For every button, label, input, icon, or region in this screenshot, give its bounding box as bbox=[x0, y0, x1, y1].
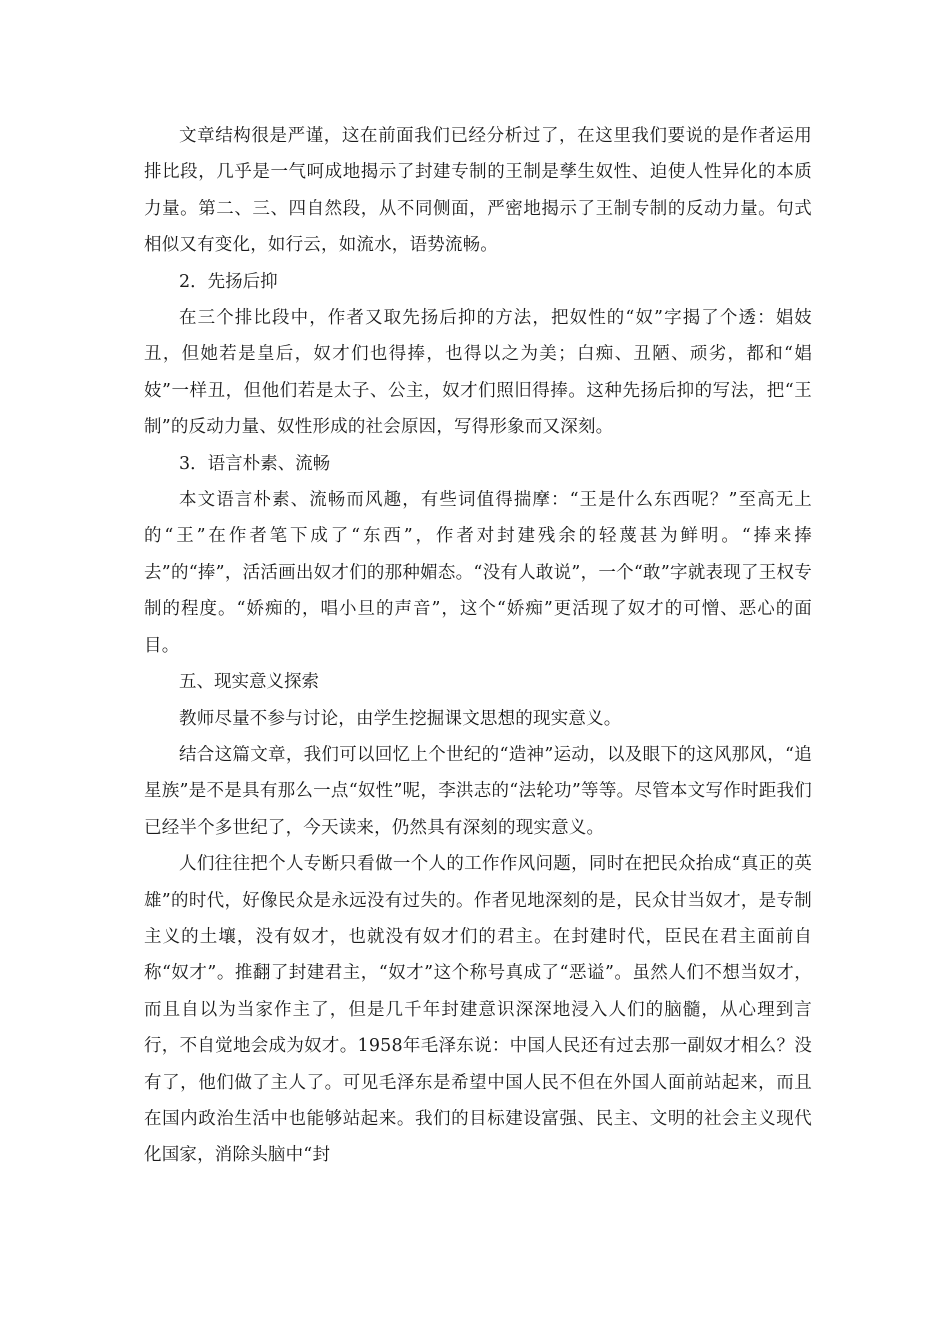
paragraph-praise-then-suppress: 在三个排比段中，作者又取先扬后抑的方法，把奴性的“奴”字揭了个透：娼妓丑，但她若是皇后，奴才们也得捧，也得以之为美；白痴、丑陋、顽劣，都和“娼妓”一样丑，但他们若是太子、公主，奴才们照旧得捧。这种先扬后抑的写法，把“王制”的反动力量、奴性形成的社会原因，写得形象而又深刻。 bbox=[144, 308, 812, 438]
heading-praise-then-suppress: 2．先扬后抑 bbox=[179, 271, 278, 292]
paragraph-structure: 文章结构很是严谨，这在前面我们已经分析过了，在这里我们要说的是作者运用排比段，几乎是一气呵成地揭示了封建专制的王制是孳生奴性、迫使人性异化的本质力量。第二、三、四自然段，从不同侧面，严密地揭示了王制专制的反动力量。句式相似又有变化，如行云，如流水，语势流畅。 bbox=[144, 126, 812, 256]
heading-language: 3．语言朴素、流畅 bbox=[179, 453, 331, 474]
document-body bbox=[144, 118, 812, 1174]
paragraph-language: 本文语言朴素、流畅而风趣，有些词值得揣摩：“王是什么东西呢？”至高无上的“王”在作者笔下成了“东西”，作者对封建残余的轻蔑甚为鲜明。“捧来捧去”的“捧”，活活画出奴才们的那种媚态。“没有人敢说”，一个“敢”字就表现了王权专制的程度。“娇痴的，唱小旦的声音”，这个“娇痴”更活现了奴才的可憎、恶心的面目。 bbox=[144, 490, 812, 656]
paragraph-context: 结合这篇文章，我们可以回忆上个世纪的“造神”运动，以及眼下的这风那风，“追星族”是不是具有那么一点“奴性”呢，李洪志的“法轮功”等等。尽管本文写作时距我们已经半个多世纪了，今天读来，仍然具有深刻的现实意义。 bbox=[144, 744, 812, 838]
paragraph-teacher-note: 教师尽量不参与讨论，由学生挖掘课文思想的现实意义。 bbox=[179, 708, 622, 729]
paragraph-analysis: 人们往往把个人专断只看做一个人的工作作风问题，同时在把民众抬成“真正的英雄”的时代，好像民众是永远没有过失的。作者见地深刻的是，民众甘当奴才，是专制主义的土壤，没有奴才，也就没有奴才们的君主。在封建时代，臣民在君主面前自称“奴才”。推翻了封建君主，“奴才”这个称号真成了“恶谥”。虽然人们不想当奴才，而且自以为当家作主了，但是几千年封建意识深深地浸入人们的脑髓，从心理到言行，不自觉地会成为奴才。1958年毛泽东说：中国人民还有过去那一副奴才相么？没有了，他们做了主人了。可见毛泽东是希望中国人民不但在外国人面前站起来，而且在国内政治生活中也能够站起来。我们的目标建设富强、民主、文明的社会主义现代化国家，消除头脑中“封 bbox=[144, 854, 812, 1166]
heading-real-significance: 五、现实意义探索 bbox=[179, 672, 319, 693]
